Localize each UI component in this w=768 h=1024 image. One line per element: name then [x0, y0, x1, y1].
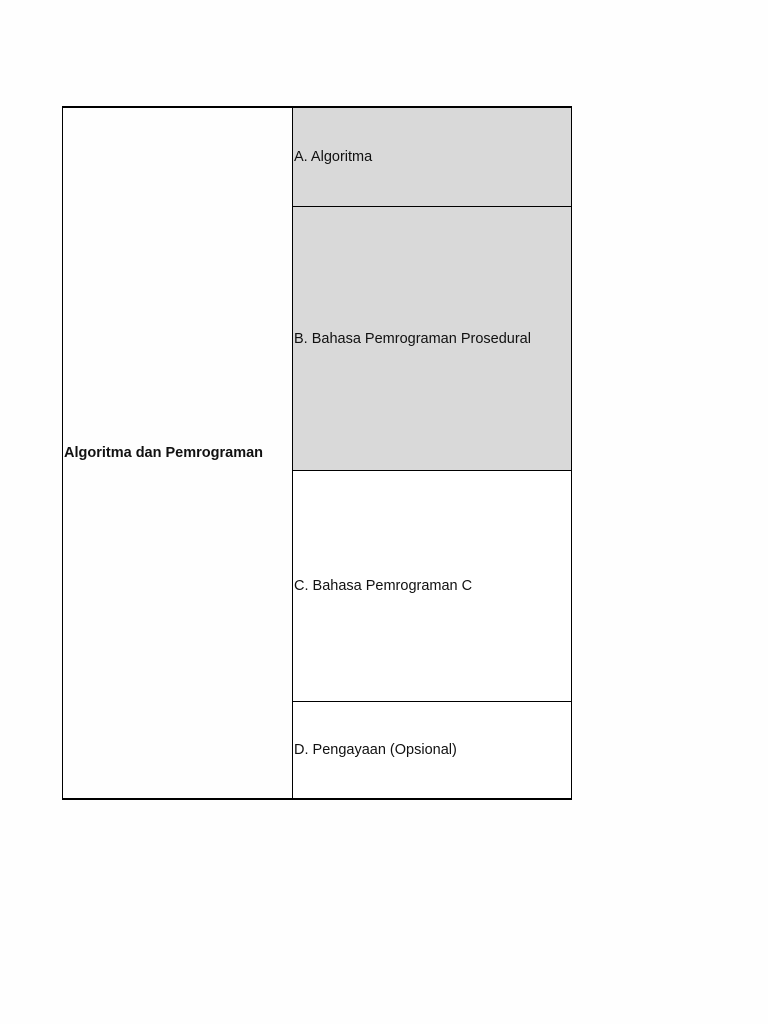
topic-label-c: C. Bahasa Pemrograman C: [294, 578, 473, 594]
topic-label-b: B. Bahasa Pemrograman Prosedural: [294, 330, 531, 347]
topic-label-a: A. Algoritma: [294, 149, 373, 165]
topic-cell-a: [293, 108, 571, 207]
topic-cell-c: [293, 471, 571, 702]
topic-cell-b: [293, 207, 571, 471]
course-outline-table: [62, 106, 572, 800]
topic-label-d: D. Pengayaan (Opsional): [294, 742, 457, 758]
subject-cell: [63, 108, 293, 798]
topics-column: [293, 108, 571, 798]
topic-cell-d: [293, 702, 571, 798]
subject-title: Algoritma dan Pemrograman: [64, 445, 264, 461]
